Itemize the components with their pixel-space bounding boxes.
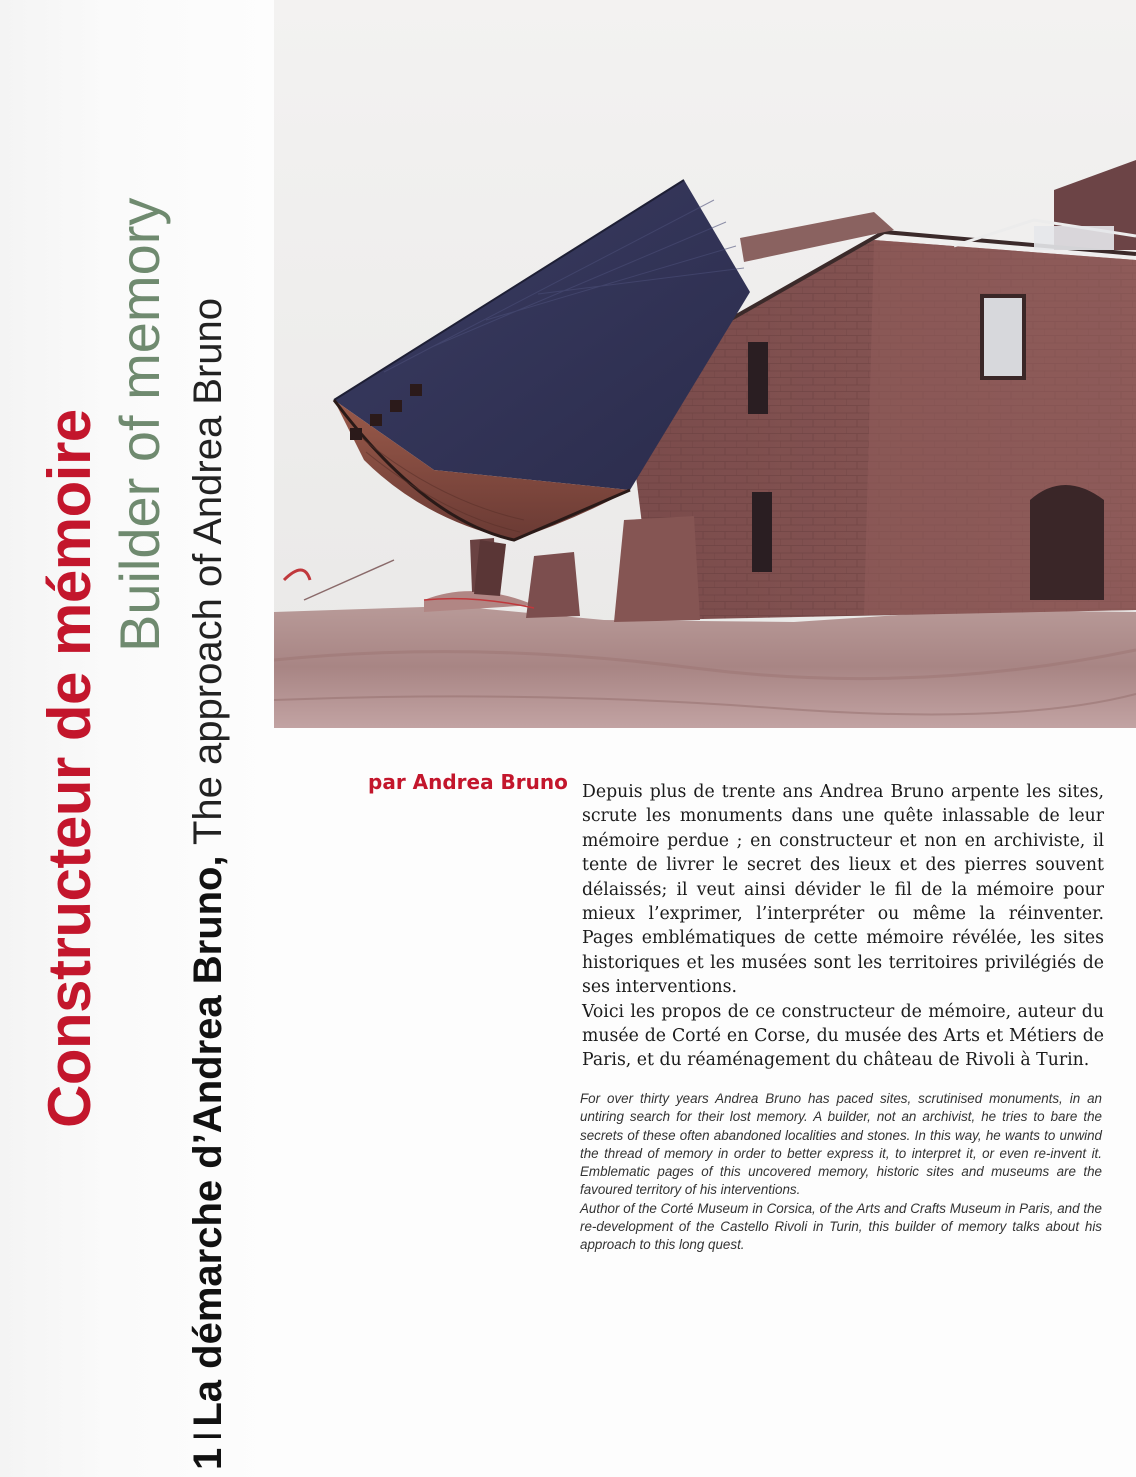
subtitle	[188, 298, 228, 1470]
title-french: Constructeur de mémoire	[36, 409, 103, 1128]
french-paragraph-2: Voici les propos de ce constructeur de mémoire, auteur du musée de Corté en Corse, du musée des Arts et Métiers de Paris, et du réaménagement du château de Rivoli à Turin.	[582, 1001, 1104, 1071]
byline: par Andrea Bruno	[368, 770, 568, 794]
section-number: 1	[186, 1447, 230, 1470]
english-paragraph-2: Author of the Corté Museum in Corsica, of the Arts and Crafts Museum in Paris, and the re-development of the Castello Rivoli in Turin, this builder of memory talks about his approach to this long quest.	[580, 1200, 1102, 1253]
english-text	[580, 1090, 1102, 1255]
title-english: Builder of memory	[108, 197, 171, 652]
subtitle-french: La démarche d’Andrea Bruno,	[186, 855, 230, 1427]
building-photo	[274, 0, 1136, 728]
separator: I	[186, 1430, 230, 1442]
subtitle-english: The approach of Andrea Bruno	[186, 297, 230, 845]
english-paragraph-1: For over thirty years Andrea Bruno has paced sites, scrutinised monuments, in an untiring search for their lost memory. A builder, not an archivist, he tries to bare the secrets of these often abandoned localities and stones. In this way, he wants to unwind the thread of memory in order to better express it, to interpret it, or even re-invent it. Emblematic pages of this uncovered memory, historic sites and museums are the favoured territory of his interventions.	[580, 1091, 1102, 1198]
french-paragraph-1: Depuis plus de trente ans Andrea Bruno arpente les sites, scrute les monuments dans une quête inlassable de leur mémoire perdue ; en constructeur et non en archiviste, il tente de livrer le secret des lieux et des pierres souvent délaissés; il veut ainsi dévider le fil de la mémoire pour mieux l’exprimer, l’interpréter ou même la réinventer. Pages emblématiques de cette mémoire révélée, les sites historiques et les musées sont les territoires privilégiés de ses interventions.	[582, 782, 1104, 998]
french-text	[582, 780, 1104, 1073]
